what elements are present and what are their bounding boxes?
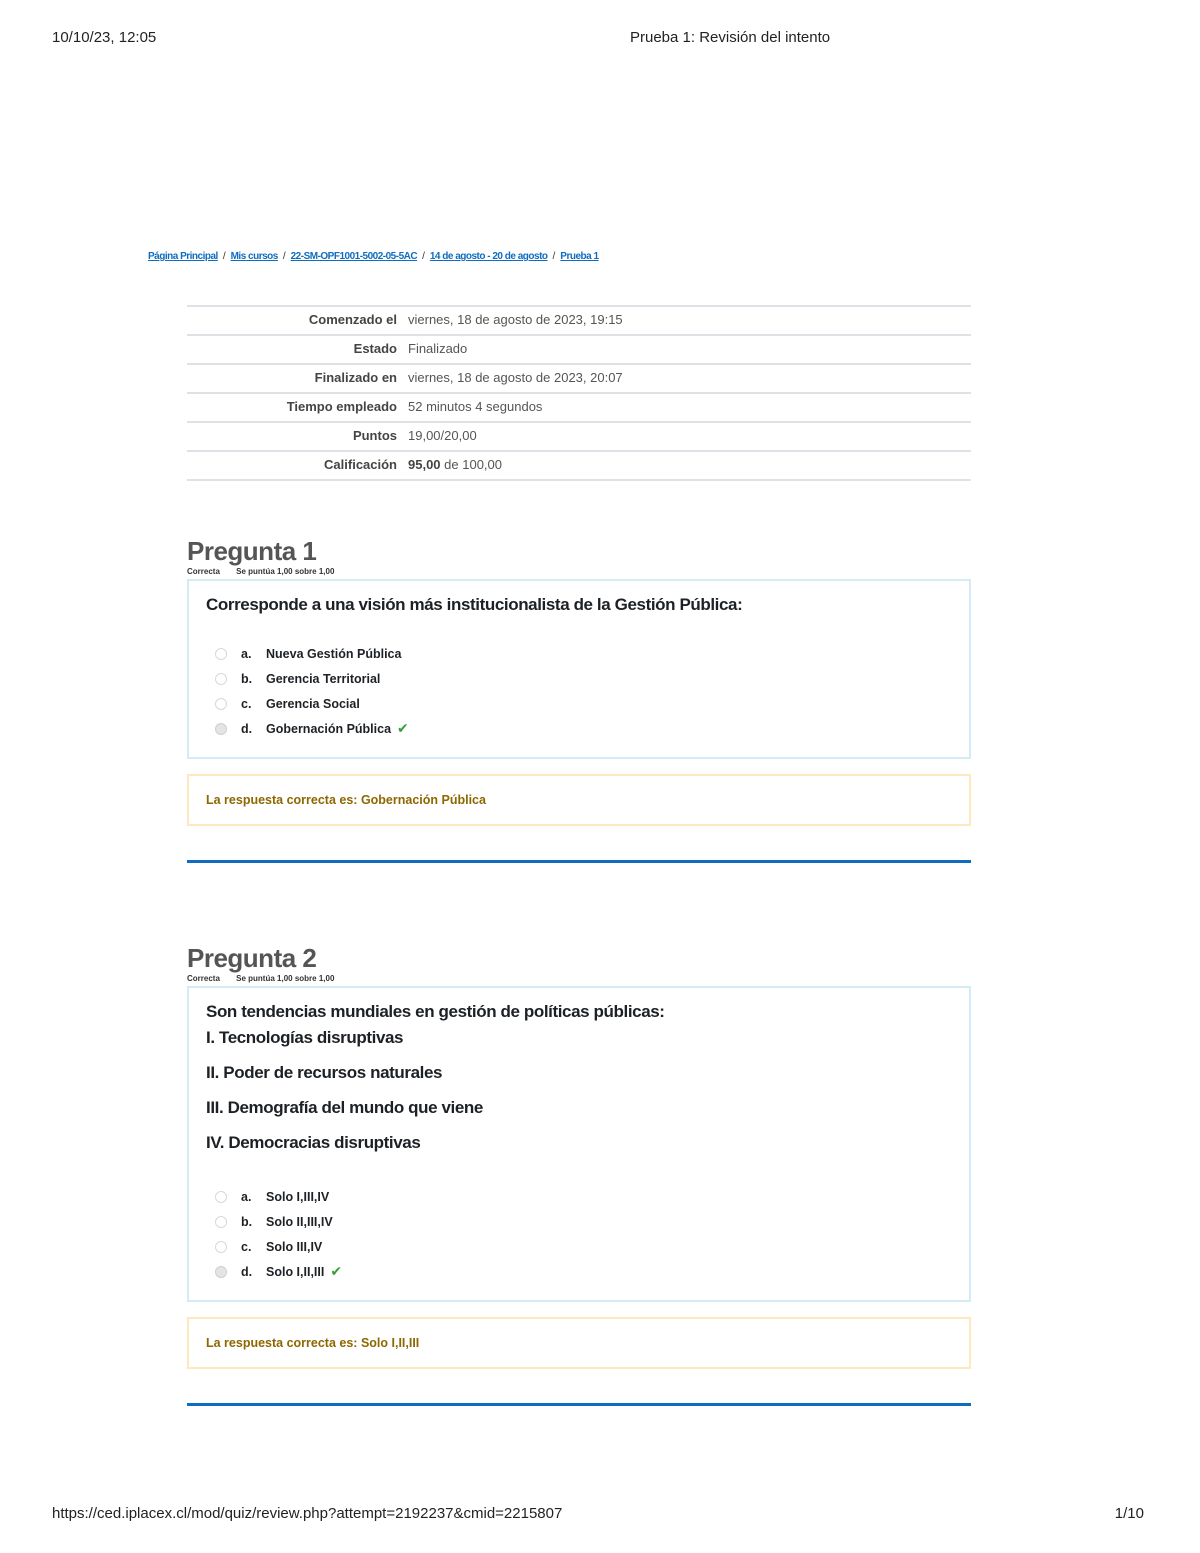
answer-text: Gerencia Social xyxy=(266,696,360,711)
summary-value: viernes, 18 de agosto de 2023, 19:15 xyxy=(408,312,623,327)
breadcrumb-separator: / xyxy=(422,251,425,262)
breadcrumb-separator: / xyxy=(222,251,226,262)
summary-label: Estado xyxy=(353,341,397,356)
question-divider xyxy=(187,1403,971,1406)
summary-label: Calificación xyxy=(324,457,397,472)
question-info xyxy=(187,567,971,579)
correct-answer-feedback: La respuesta correcta es: Gobernación Pública xyxy=(187,774,971,826)
question-divider xyxy=(187,860,971,863)
question-content xyxy=(187,986,971,1302)
question-text xyxy=(206,1002,952,1153)
attempt-summary-table xyxy=(187,305,971,481)
breadcrumb-separator: / xyxy=(282,251,286,262)
answer-text: Solo I,III,IV xyxy=(266,1189,330,1204)
summary-label: Tiempo empleado xyxy=(286,399,397,414)
question-status: Correcta xyxy=(187,567,220,576)
check-icon: ✔ xyxy=(330,1263,343,1279)
question-status: Correcta xyxy=(187,974,220,983)
breadcrumb xyxy=(148,251,599,262)
answer-option[interactable] xyxy=(206,1234,952,1259)
radio-button[interactable] xyxy=(215,1191,227,1203)
answer-option-selected[interactable] xyxy=(206,1259,952,1284)
radio-button[interactable] xyxy=(215,1241,227,1253)
answer-list xyxy=(206,1184,952,1284)
answer-text: Solo II,III,IV xyxy=(266,1214,333,1229)
summary-row xyxy=(187,306,971,335)
breadcrumb-section[interactable]: 14 de agosto - 20 de agosto xyxy=(429,251,548,262)
radio-button-checked[interactable] xyxy=(215,723,227,735)
question-statement: I. Tecnologías disruptivas xyxy=(206,1028,404,1047)
radio-button[interactable] xyxy=(215,1216,227,1228)
answer-text: Solo I,II,III xyxy=(266,1264,325,1279)
question-1 xyxy=(187,536,971,863)
question-grade: Se puntúa 1,00 sobre 1,00 xyxy=(236,567,335,576)
answer-list xyxy=(206,641,952,741)
answer-letter: d. xyxy=(241,721,253,736)
answer-text: Gerencia Territorial xyxy=(266,671,381,686)
question-title: Pregunta 1 xyxy=(187,536,317,566)
breadcrumb-separator: / xyxy=(552,251,556,262)
question-prompt: Son tendencias mundiales en gestión de políticas públicas: xyxy=(206,1002,665,1021)
breadcrumb-quiz[interactable]: Prueba 1 xyxy=(560,251,599,262)
summary-value: viernes, 18 de agosto de 2023, 20:07 xyxy=(408,370,623,385)
summary-value: 52 minutos 4 segundos xyxy=(408,399,543,414)
radio-button[interactable] xyxy=(215,648,227,660)
answer-option[interactable] xyxy=(206,691,952,716)
answer-letter: d. xyxy=(241,1264,253,1279)
answer-letter: c. xyxy=(241,1239,252,1254)
answer-text: Nueva Gestión Pública xyxy=(266,646,402,661)
answer-option[interactable] xyxy=(206,641,952,666)
summary-label: Puntos xyxy=(352,428,397,443)
question-text xyxy=(206,595,952,615)
summary-row xyxy=(187,364,971,393)
summary-row xyxy=(187,393,971,422)
page-number: 1/10 xyxy=(1114,1505,1144,1522)
answer-text: Gobernación Pública xyxy=(266,721,392,736)
answer-letter: a. xyxy=(241,1189,252,1204)
grade-value: 95,00 xyxy=(408,457,441,472)
summary-label: Comenzado el xyxy=(308,312,397,327)
question-prompt: Corresponde a una visión más institucionalista de la Gestión Pública: xyxy=(206,595,743,614)
question-statement: IV. Democracias disruptivas xyxy=(206,1133,421,1152)
print-url: https://ced.iplacex.cl/mod/quiz/review.php?attempt=2192237&cmid=2215807 xyxy=(52,1505,563,1522)
breadcrumb-my-courses[interactable]: Mis cursos xyxy=(230,251,278,262)
breadcrumb-course[interactable]: 22-SM-OPF1001-5002-05-5AC xyxy=(290,251,418,262)
answer-option[interactable] xyxy=(206,666,952,691)
radio-button-checked[interactable] xyxy=(215,1266,227,1278)
grade-max: de 100,00 xyxy=(444,457,503,472)
question-statement: II. Poder de recursos naturales xyxy=(206,1063,443,1082)
radio-button[interactable] xyxy=(215,698,227,710)
print-page-title: Prueba 1: Revisión del intento xyxy=(630,29,831,46)
question-grade: Se puntúa 1,00 sobre 1,00 xyxy=(236,974,335,983)
summary-value xyxy=(408,451,971,480)
question-content xyxy=(187,579,971,759)
answer-text: Solo III,IV xyxy=(266,1239,323,1254)
answer-option[interactable] xyxy=(206,1209,952,1234)
breadcrumb-home[interactable]: Página Principal xyxy=(148,251,218,262)
summary-value: 19,00/20,00 xyxy=(408,428,477,443)
answer-letter: b. xyxy=(241,1214,253,1229)
answer-letter: b. xyxy=(241,671,253,686)
summary-label: Finalizado en xyxy=(314,370,397,385)
print-date: 10/10/23, 12:05 xyxy=(52,29,157,46)
summary-row xyxy=(187,422,971,451)
answer-letter: a. xyxy=(241,646,252,661)
summary-value: Finalizado xyxy=(408,341,468,356)
question-2 xyxy=(187,943,971,1406)
answer-option[interactable] xyxy=(206,1184,952,1209)
question-statement: III. Demografía del mundo que viene xyxy=(206,1098,483,1117)
summary-row xyxy=(187,451,971,480)
check-icon: ✔ xyxy=(397,720,409,736)
answer-letter: c. xyxy=(241,696,252,711)
question-title: Pregunta 2 xyxy=(187,943,317,973)
answer-option-selected[interactable] xyxy=(206,716,952,741)
print-header xyxy=(52,29,1148,49)
question-info xyxy=(187,974,971,986)
radio-button[interactable] xyxy=(215,673,227,685)
summary-row xyxy=(187,335,971,364)
correct-answer-feedback: La respuesta correcta es: Solo I,II,III xyxy=(187,1317,971,1369)
